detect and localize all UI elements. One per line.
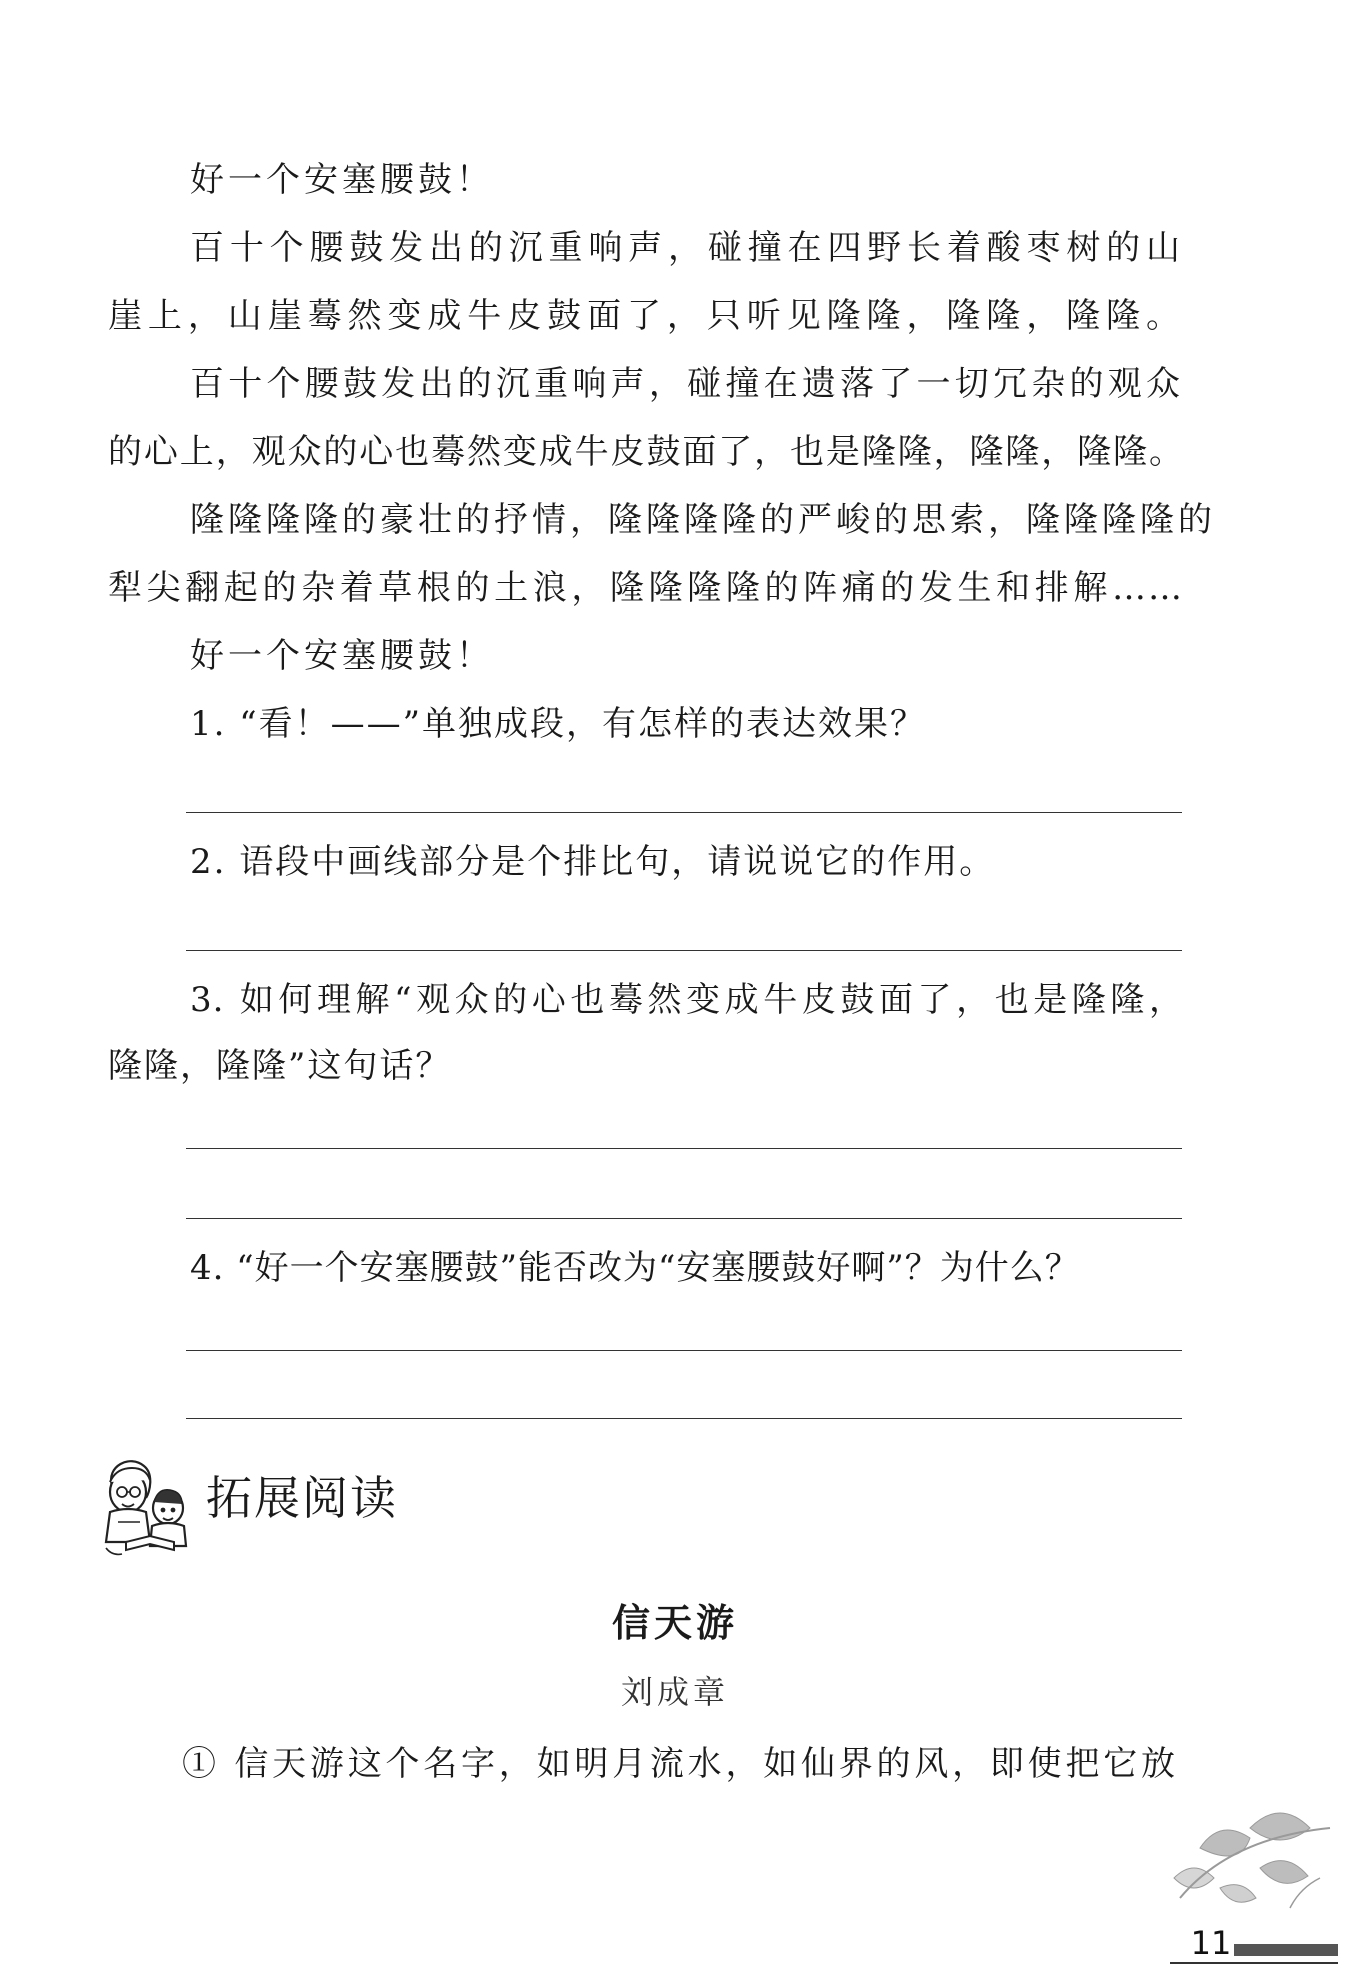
page-number: 11 [1190, 1924, 1232, 1962]
passage-line-7: 犁尖翻起的杂着草根的土浪，隆隆隆隆的阵痛的发生和排解…… [108, 568, 1184, 608]
answer-line-4b[interactable] [186, 1418, 1182, 1419]
page-number-bar [1234, 1944, 1338, 1956]
section-title: 拓展阅读 [206, 1471, 398, 1525]
question-3-line-2: 隆隆，隆隆”这句话？ [108, 1046, 452, 1086]
passage-line-5: 的心上，观众的心也蓦然变成牛皮鼓面了，也是隆隆，隆隆，隆隆。 [108, 432, 1184, 472]
article-paragraph-1: ① 信天游这个名字，如明月流水，如仙界的风，即使把它放 [182, 1744, 1178, 1784]
answer-line-3a[interactable] [186, 1148, 1182, 1149]
answer-line-4a[interactable] [186, 1350, 1182, 1351]
question-3-line-1: 3. 如何理解“观众的心也蓦然变成牛皮鼓面了，也是隆隆， [190, 980, 1184, 1020]
passage-line-8: 好一个安塞腰鼓！ [190, 636, 494, 676]
answer-line-1[interactable] [186, 812, 1182, 813]
passage-line-1: 好一个安塞腰鼓！ [190, 160, 494, 200]
passage-line-6: 隆隆隆隆的豪壮的抒情，隆隆隆隆的严峻的思索，隆隆隆隆的 [190, 500, 1216, 540]
passage-line-2: 百十个腰鼓发出的沉重响声，碰撞在四野长着酸枣树的山 [190, 228, 1184, 268]
answer-line-2[interactable] [186, 950, 1182, 951]
reading-children-icon [96, 1452, 206, 1562]
leaf-decoration-icon [1160, 1788, 1340, 1928]
answer-line-3b[interactable] [186, 1218, 1182, 1219]
question-1: 1. “看！——”单独成段，有怎样的表达效果？ [190, 704, 927, 744]
passage-line-4: 百十个腰鼓发出的沉重响声，碰撞在遗落了一切冗杂的观众 [190, 364, 1184, 404]
question-4: 4. “好一个安塞腰鼓”能否改为“安塞腰鼓好啊”？为什么？ [190, 1248, 1080, 1288]
page-footer-rule [1170, 1962, 1338, 1964]
article-title: 信天游 [611, 1601, 738, 1645]
article-author: 刘成章 [620, 1673, 729, 1711]
passage-line-3: 崖上，山崖蓦然变成牛皮鼓面了，只听见隆隆，隆隆，隆隆。 [108, 296, 1184, 336]
section-header [96, 1452, 496, 1562]
question-2: 2. 语段中画线部分是个排比句，请说说它的作用。 [190, 842, 996, 882]
